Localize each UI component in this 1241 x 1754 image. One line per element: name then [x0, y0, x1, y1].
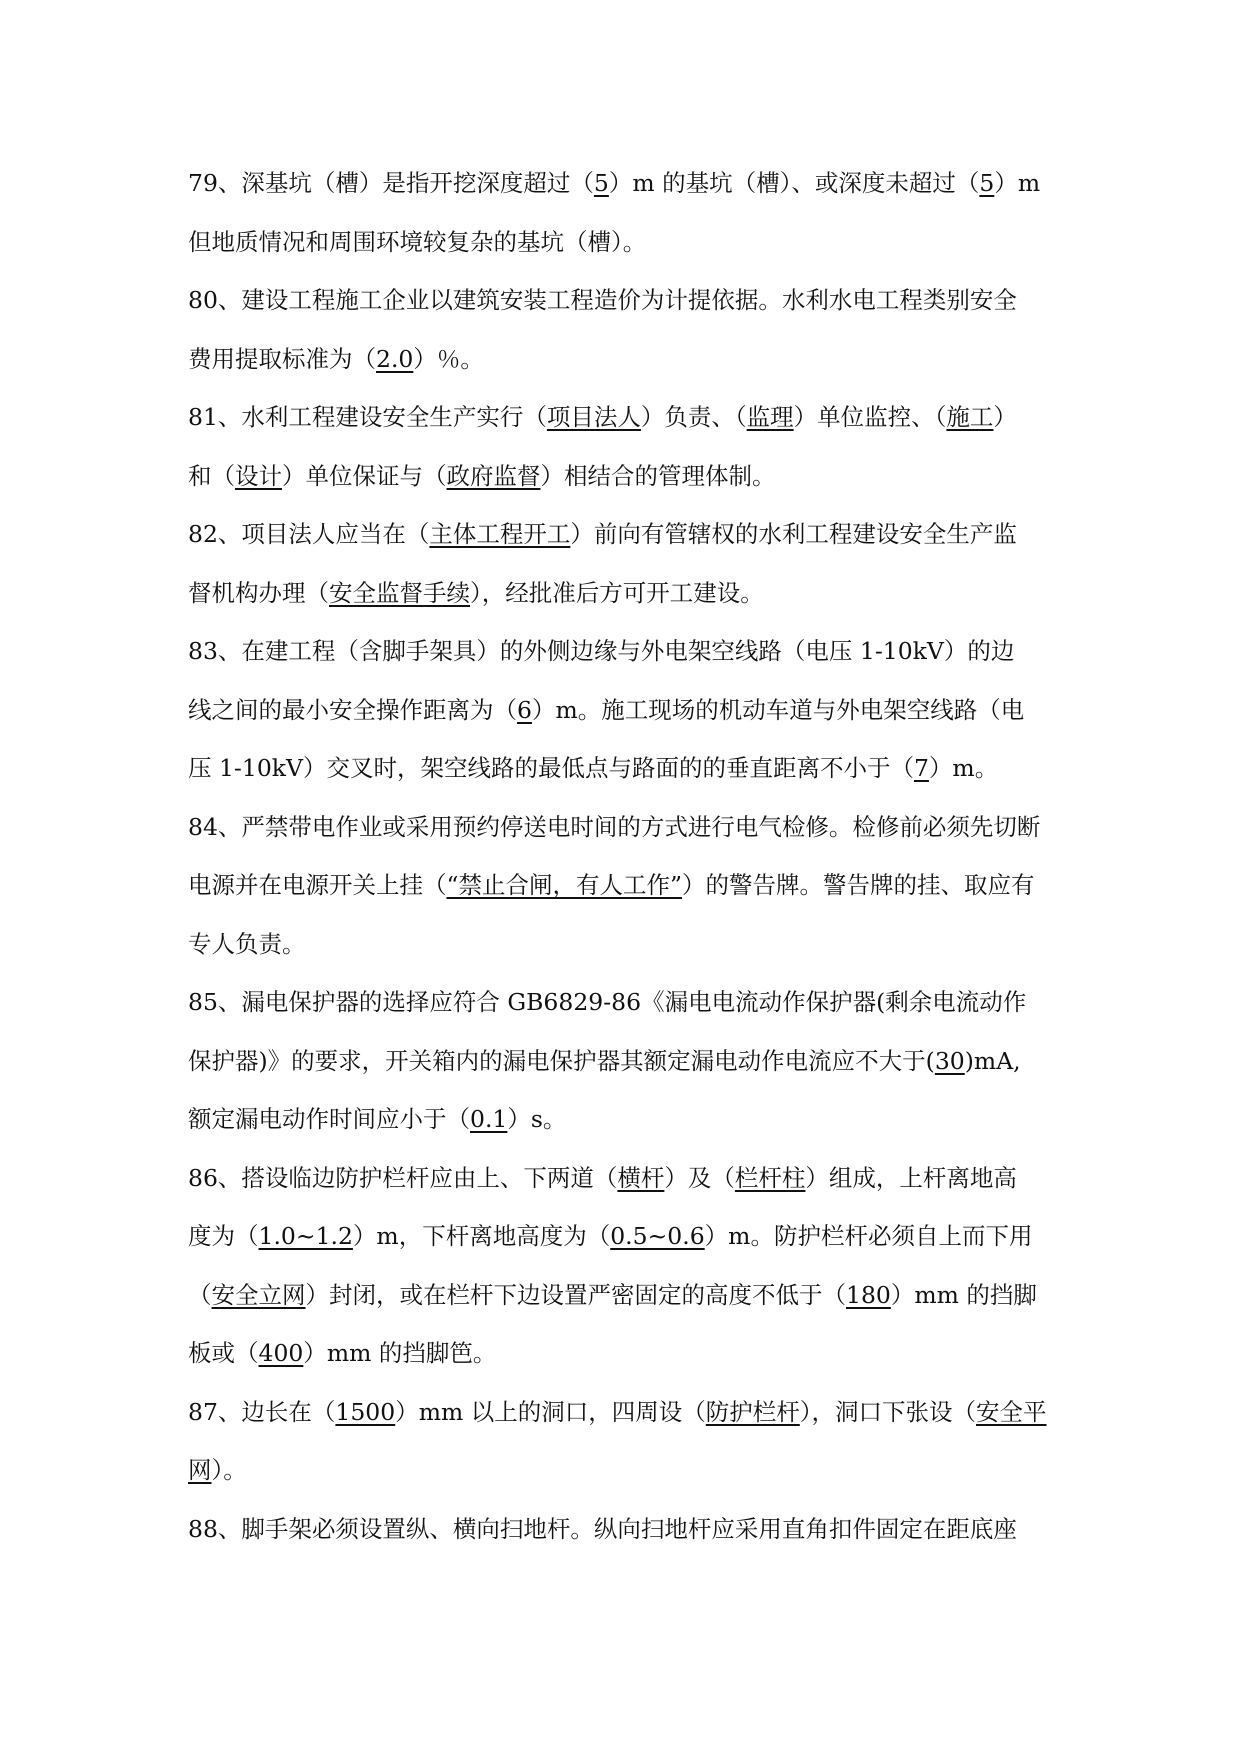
answer-blank: 安全平: [976, 1397, 1047, 1426]
text-line: [188, 633, 1058, 692]
text-segment: ）m。防护栏杆必须自上而下用: [704, 1222, 1033, 1250]
text-line: [188, 1043, 1058, 1102]
answer-blank: 安全立网: [211, 1280, 306, 1309]
answer-blank: 防护栏杆: [705, 1397, 800, 1426]
text-segment: ）: [993, 403, 1017, 431]
text-segment: ）m，下杆离地高度为（: [352, 1222, 611, 1250]
text-segment: ）前向有管辖权的水利工程建设安全生产监: [570, 520, 1017, 548]
text-segment: 84、严禁带电作业或采用预约停送电时间的方式进行电气检修。检修前必须先切断: [188, 812, 1041, 841]
answer-blank: 5: [593, 169, 609, 197]
text-segment: ），洞口下张设（: [799, 1397, 977, 1426]
answer-blank: 6: [517, 695, 532, 724]
answer-blank: 横杆: [617, 1163, 665, 1192]
text-segment: ）相结合的管理体制。: [540, 461, 776, 490]
answer-blank: 施工: [946, 403, 994, 431]
text-segment: ）及（: [664, 1163, 735, 1192]
text-segment: 80、建设工程施工企业以建筑安装工程造价为计提依据。水利水电工程类别安全: [188, 286, 1017, 314]
text-line: [188, 867, 1058, 926]
text-segment: 和（: [188, 461, 235, 490]
text-line: [188, 341, 1058, 400]
text-segment: ）mm 以上的洞口，四周设（: [395, 1397, 706, 1426]
text-segment: 86、搭设临边防护栏杆应由上、下两道（: [188, 1163, 618, 1192]
text-segment: ）单位监控、（: [793, 403, 947, 431]
text-segment: （: [188, 1280, 212, 1309]
text-segment: ）％。: [413, 344, 484, 373]
answer-blank: 项目法人: [546, 403, 641, 431]
answer-blank: 1500: [335, 1397, 396, 1426]
text-segment: 79、深基坑（槽）是指开挖深度超过（: [188, 169, 594, 197]
text-segment: 线之间的最小安全操作距离为（: [188, 695, 517, 724]
answer-blank: 2.0: [376, 344, 414, 373]
text-segment: 81、水利工程建设安全生产实行（: [188, 403, 547, 431]
answer-blank: 网: [188, 1456, 212, 1484]
text-segment: 压 1-10kV）交叉时，架空线路的最低点与路面的的垂直距离不小于（: [188, 754, 914, 782]
text-segment: 电源并在电源开关上挂（: [188, 871, 447, 899]
answer-blank: 1.0~1.2: [258, 1222, 353, 1250]
text-segment: 额定漏电动作时间应小于（: [188, 1105, 470, 1133]
text-line: [188, 224, 1058, 283]
answer-blank: 7: [913, 754, 929, 782]
text-segment: ）mm 的挡脚: [890, 1280, 1037, 1309]
text-line: [188, 809, 1058, 868]
answer-blank: 5: [979, 169, 995, 197]
answer-blank: 0.1: [470, 1105, 508, 1133]
text-segment: ），经批准后方可开工建设。: [470, 578, 764, 607]
text-line: [188, 692, 1058, 751]
text-line: [188, 575, 1058, 634]
answer-blank: 监理: [746, 403, 794, 431]
text-line: [188, 1452, 1058, 1511]
text-line: [188, 1218, 1058, 1277]
text-line: [188, 1160, 1058, 1219]
text-line: [188, 1335, 1058, 1394]
text-line: [188, 458, 1058, 517]
text-segment: 保护器)》的要求，开关箱内的漏电保护器其额定漏电动作电流应不大于(: [188, 1046, 935, 1075]
text-segment: ）组成，上杆离地高: [805, 1163, 1017, 1192]
answer-blank: 30: [934, 1046, 965, 1075]
text-segment: )mA,: [964, 1046, 1021, 1075]
text-segment: 督机构办理（: [188, 578, 329, 607]
text-segment: ）s。: [507, 1105, 567, 1133]
text-line: [188, 1394, 1058, 1453]
text-line: [188, 1101, 1058, 1160]
answer-blank: 政府监督: [446, 461, 541, 490]
text-segment: 度为（: [188, 1222, 259, 1250]
text-line: [188, 984, 1058, 1043]
text-line: [188, 750, 1058, 809]
text-segment: ）m。施工现场的机动车道与外电架空线路（电: [531, 695, 1025, 724]
text-line: [188, 1511, 1058, 1570]
text-segment: 专人负责。: [188, 929, 306, 958]
text-segment: 88、脚手架必须设置纵、横向扫地杆。纵向扫地杆应采用直角扣件固定在距底座: [188, 1514, 1017, 1543]
text-line: [188, 165, 1058, 224]
text-segment: ）m: [994, 169, 1041, 197]
text-segment: ）的警告牌。警告牌的挂、取应有: [682, 871, 1035, 899]
text-line: [188, 282, 1058, 341]
text-segment: 但地质情况和周围环境较复杂的基坑（槽）。: [188, 227, 647, 256]
answer-blank: 安全监督手续: [329, 578, 470, 607]
answer-blank: “禁止合闸，有人工作”: [446, 871, 683, 899]
text-segment: ）mm 的挡脚笆。: [303, 1339, 497, 1367]
answer-blank: 400: [258, 1339, 304, 1367]
text-segment: 83、在建工程（含脚手架具）的外侧边缘与外电架空线路（电压 1-10kV）的边: [188, 637, 1015, 665]
text-segment: 85、漏电保护器的选择应符合 GB6829-86《漏电电流动作保护器(剩余电流动作: [188, 988, 1027, 1016]
text-line: [188, 516, 1058, 575]
text-segment: ）m 的基坑（槽）、或深度未超过（: [608, 169, 980, 197]
text-line: [188, 399, 1058, 458]
text-segment: ）m。: [928, 754, 999, 782]
text-segment: ）。: [211, 1456, 247, 1484]
text-segment: 82、项目法人应当在（: [188, 520, 430, 548]
document-body: [188, 165, 1058, 1569]
answer-blank: 栏杆柱: [734, 1163, 806, 1192]
text-segment: ）单位保证与（: [282, 461, 447, 490]
answer-blank: 设计: [235, 461, 282, 490]
text-segment: 费用提取标准为（: [188, 344, 376, 373]
answer-blank: 主体工程开工: [429, 520, 571, 548]
text-segment: 87、边长在（: [188, 1397, 336, 1426]
text-segment: ）封闭，或在栏杆下边设置严密固定的高度不低于（: [305, 1280, 846, 1309]
text-line: [188, 926, 1058, 985]
answer-blank: 0.5~0.6: [610, 1222, 705, 1250]
answer-blank: 180: [846, 1280, 891, 1309]
text-line: [188, 1277, 1058, 1336]
text-segment: 板或（: [188, 1339, 259, 1367]
text-segment: ）负责、（: [640, 403, 747, 431]
